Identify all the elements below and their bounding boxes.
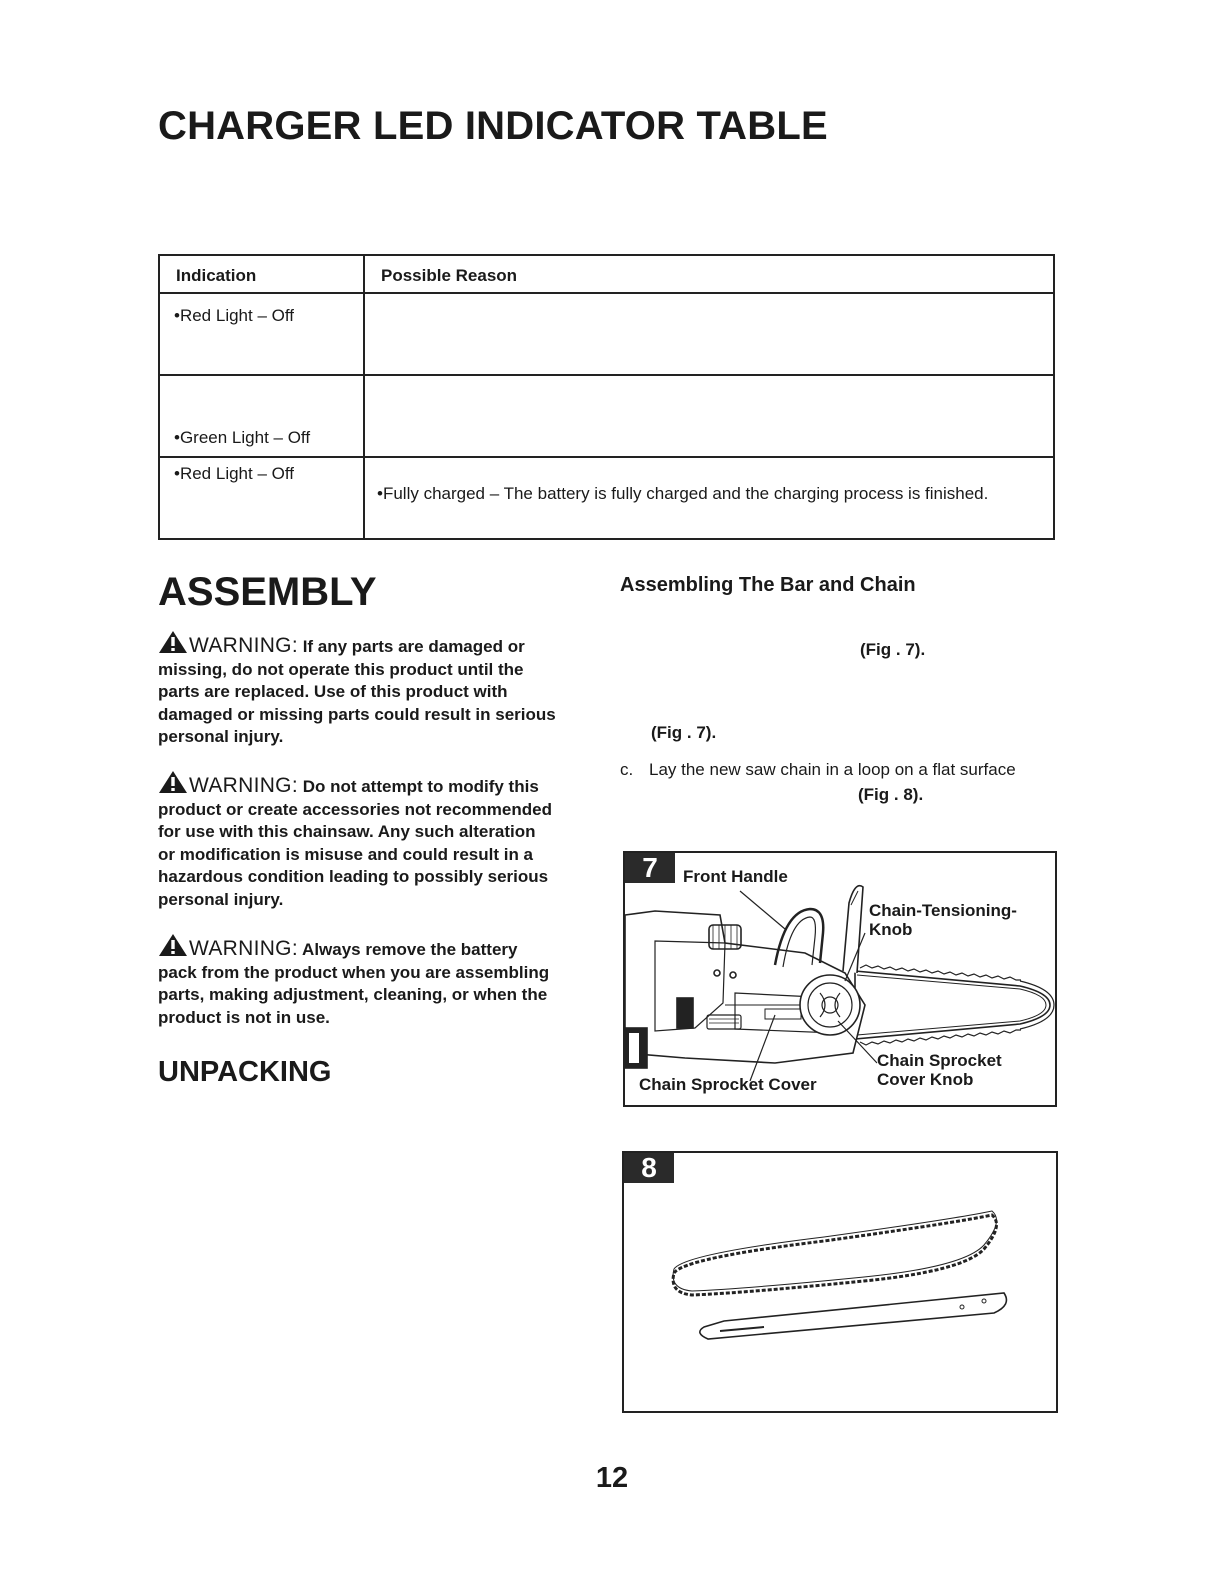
figure-7	[623, 851, 1057, 1107]
row2-indication: •Green Light – Off	[174, 428, 311, 448]
step-c-text: Lay the new saw chain in a loop on a flat surface	[649, 760, 1016, 779]
row3-indication: •Red Light – Off	[174, 464, 294, 484]
warning-text: or modification is misuse and could result in a	[158, 844, 534, 864]
warning-text: for use with this chainsaw. Any such alteration	[158, 822, 536, 841]
warning-text: missing, do not operate this product until the	[158, 659, 524, 679]
label-chain-sprocket-cover: Chain Sprocket Cover	[639, 1075, 817, 1094]
figure-8	[622, 1151, 1058, 1413]
fig7-reference: (Fig . 7).	[860, 640, 926, 659]
led-indicator-table	[158, 254, 1055, 540]
label-front-handle: Front Handle	[683, 867, 788, 886]
warning-text: damaged or missing parts could result in serious	[158, 704, 556, 724]
warning-label: WARNING:	[189, 774, 298, 797]
unpacking-heading: UNPACKING	[158, 1056, 332, 1088]
page-title: CHARGER LED INDICATOR TABLE	[158, 104, 828, 148]
label-chain-tensioning-knob: Chain-Tensioning- Knob	[869, 901, 1017, 939]
figure-number: 7	[625, 853, 675, 883]
warning-block-2	[158, 770, 598, 911]
warning-text: product or create accessories not recommended	[158, 799, 552, 819]
header-possible-reason: Possible Reason	[364, 255, 1054, 293]
bar-chain-heading: Assembling The Bar and Chain	[620, 574, 916, 596]
warning-triangle-icon	[158, 770, 188, 794]
warning-text: parts are replaced. Use of this product with	[158, 682, 508, 701]
fig8-reference: (Fig . 8).	[858, 785, 924, 804]
step-c-letter: c.	[620, 760, 634, 779]
warning-text: personal injury.	[158, 889, 284, 909]
page-number: 12	[595, 1462, 629, 1494]
table-cell	[364, 293, 1054, 375]
header-indication: Indication	[159, 255, 364, 293]
table-cell	[159, 293, 364, 375]
warning-text: personal injury.	[158, 727, 284, 746]
table-cell	[364, 375, 1054, 457]
warning-text: parts, making adjustment, cleaning, or when the	[158, 985, 548, 1004]
warning-text: If any parts are damaged or	[302, 637, 525, 656]
step-c	[620, 760, 1060, 780]
row3-reason: •Fully charged – The battery is fully charged and the charging process is finished.	[377, 484, 989, 504]
table-cell	[364, 457, 1054, 539]
warning-label: WARNING:	[189, 937, 298, 960]
assembly-heading: ASSEMBLY	[158, 570, 377, 614]
warning-text: product is not in use.	[158, 1007, 330, 1027]
warning-text: Do not attempt to modify this	[302, 777, 539, 796]
warning-label: WARNING:	[189, 634, 298, 657]
warning-triangle-icon	[158, 630, 188, 654]
figure-number: 8	[624, 1153, 674, 1183]
row1-indication: •Red Light – Off	[174, 306, 294, 326]
chain-and-bar-illustration	[624, 1153, 1056, 1411]
table-header-row	[159, 255, 1054, 293]
warning-block-1	[158, 630, 598, 749]
fig7-reference: (Fig . 7).	[651, 723, 717, 742]
warning-text: hazardous condition leading to possibly serious	[158, 867, 549, 886]
warning-text: pack from the product when you are assembling	[158, 962, 550, 982]
table-cell	[159, 375, 364, 457]
label-chain-sprocket-cover-knob: Chain Sprocket Cover Knob	[877, 1051, 1002, 1089]
table-row	[159, 293, 1054, 375]
table-row	[159, 375, 1054, 457]
table-cell	[159, 457, 364, 539]
warning-block-3	[158, 933, 598, 1029]
warning-triangle-icon	[158, 933, 188, 957]
table-row	[159, 457, 1054, 539]
warning-text: Always remove the battery	[302, 940, 518, 959]
